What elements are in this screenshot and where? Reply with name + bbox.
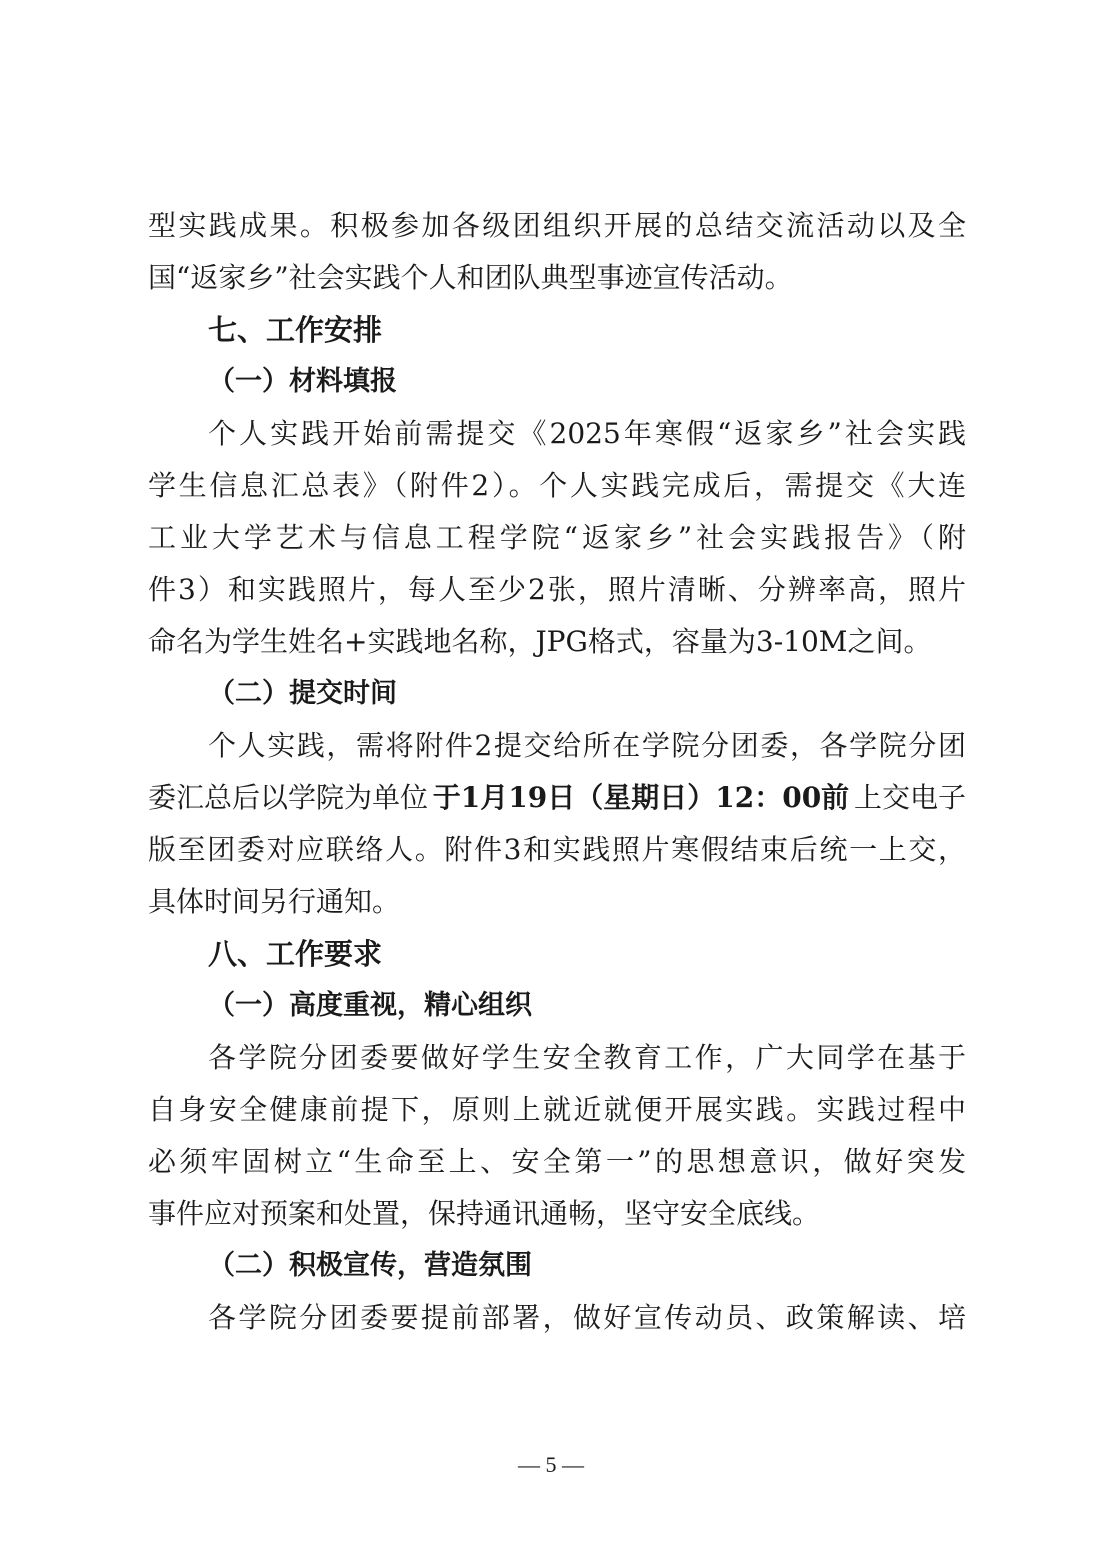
document-body — [148, 200, 966, 1344]
line-segment: 上交电子 — [853, 781, 966, 814]
paragraph-line: 个人实践，需将附件2提交给所在学院分团委，各学院分团 — [208, 729, 966, 762]
paragraph-line: 工业大学艺术与信息工程学院“返家乡”社会实践报告》（附 — [148, 521, 966, 554]
subsection-heading: （二）积极宣传，营造氛围 — [208, 1250, 532, 1281]
paragraph-line: 事件应对预案和处置，保持通讯通畅，坚守安全底线。 — [148, 1197, 821, 1230]
paragraph-line: 命名为学生姓名+实践地名称，JPG格式，容量为3-10M之间。 — [148, 625, 932, 658]
section-heading: 八、工作要求 — [208, 937, 383, 971]
paragraph-line: 个人实践开始前需提交《2025年寒假“返家乡”社会实践 — [208, 417, 966, 450]
paragraph-line: 各学院分团委要做好学生安全教育工作，广大同学在基于 — [208, 1041, 966, 1074]
paragraph-line: 各学院分团委要提前部署，做好宣传动员、政策解读、培 — [208, 1301, 966, 1334]
paragraph-line: 自身安全健康前提下，原则上就近就便开展实践。实践过程中 — [148, 1093, 966, 1126]
paragraph-line: 型实践成果。积极参加各级团组织开展的总结交流活动以及全 — [148, 209, 966, 242]
paragraph-line: 具体时间另行通知。 — [148, 885, 401, 918]
paragraph-line: 学生信息汇总表》（附件2）。个人实践完成后，需提交《大连 — [148, 469, 966, 502]
paragraph-line-with-deadline — [148, 772, 966, 824]
paragraph-line: 版至团委对应联络人。附件3和实践照片寒假结束后统一上交， — [148, 833, 966, 866]
deadline-text: 于1月19日（星期日）12：00前 — [432, 781, 850, 814]
paragraph-line: 国“返家乡”社会实践个人和团队典型事迹宣传活动。 — [148, 261, 793, 294]
paragraph-line: 件3）和实践照片，每人至少2张，照片清晰、分辨率高，照片 — [148, 573, 966, 606]
page-number: — 5 — — [518, 1452, 584, 1477]
line-segment: 委汇总后以学院为单位 — [148, 781, 429, 814]
subsection-heading: （一）高度重视，精心组织 — [208, 990, 532, 1021]
paragraph-line: 必须牢固树立“生命至上、安全第一”的思想意识，做好突发 — [148, 1145, 966, 1178]
subsection-heading: （一）材料填报 — [208, 366, 397, 397]
subsection-heading: （二）提交时间 — [208, 678, 397, 709]
section-heading: 七、工作安排 — [208, 313, 383, 347]
